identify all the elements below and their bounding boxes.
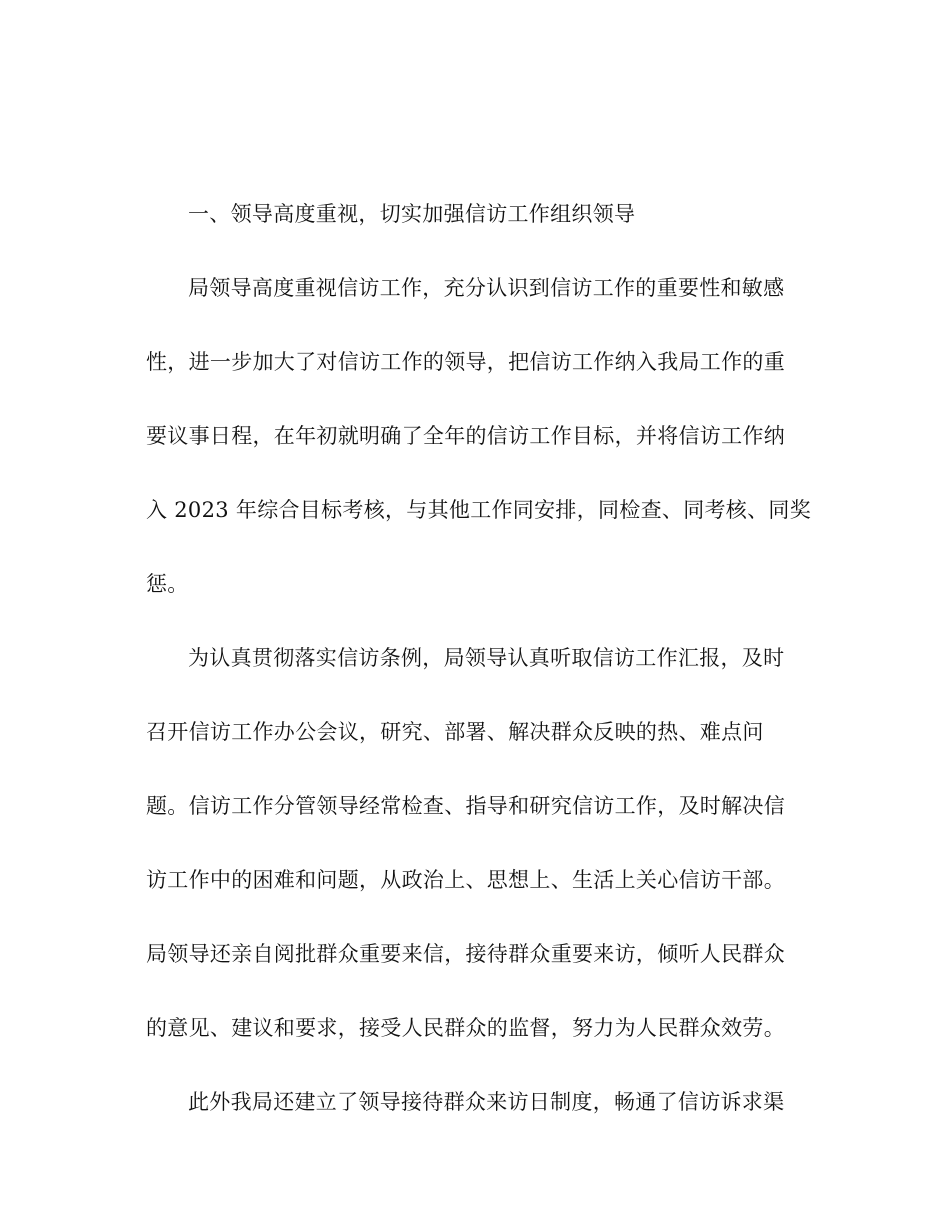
section-heading: 一、领导高度重视，切实加强信访工作组织领导 bbox=[188, 202, 636, 226]
paragraph-3-line-1: 此外我局还建立了领导接待群众来访日制度，畅通了信访诉求渠 bbox=[188, 1090, 785, 1114]
paragraph-1-line-1: 局领导高度重视信访工作，充分认识到信访工作的重要性和敏感 bbox=[188, 276, 785, 300]
paragraph-2-line-4: 访工作中的困难和问题，从政治上、思想上、生活上关心信访干部。 bbox=[146, 868, 785, 892]
paragraph-1-line-2: 性，进一步加大了对信访工作的领导，把信访工作纳入我局工作的重 bbox=[146, 350, 785, 374]
paragraph-1-line-4: 入 2023 年综合目标考核，与其他工作同安排，同检查、同考核、同奖 bbox=[146, 498, 811, 522]
paragraph-2-line-5: 局领导还亲自阅批群众重要来信，接待群众重要来访，倾听人民群众 bbox=[146, 942, 785, 966]
paragraph-2-line-6: 的意见、建议和要求，接受人民群众的监督，努力为人民群众效劳。 bbox=[146, 1016, 785, 1040]
paragraph-2-line-3: 题。信访工作分管领导经常检查、指导和研究信访工作，及时解决信 bbox=[146, 794, 785, 818]
paragraph-2-line-1: 为认真贯彻落实信访条例，局领导认真听取信访工作汇报，及时 bbox=[188, 646, 785, 670]
paragraph-2-line-2: 召开信访工作办公会议，研究、部署、解决群众反映的热、难点问 bbox=[146, 720, 764, 744]
paragraph-1-line-3: 要议事日程，在年初就明确了全年的信访工作目标，并将信访工作纳 bbox=[146, 424, 785, 448]
paragraph-1-line-5: 惩。 bbox=[146, 572, 189, 596]
